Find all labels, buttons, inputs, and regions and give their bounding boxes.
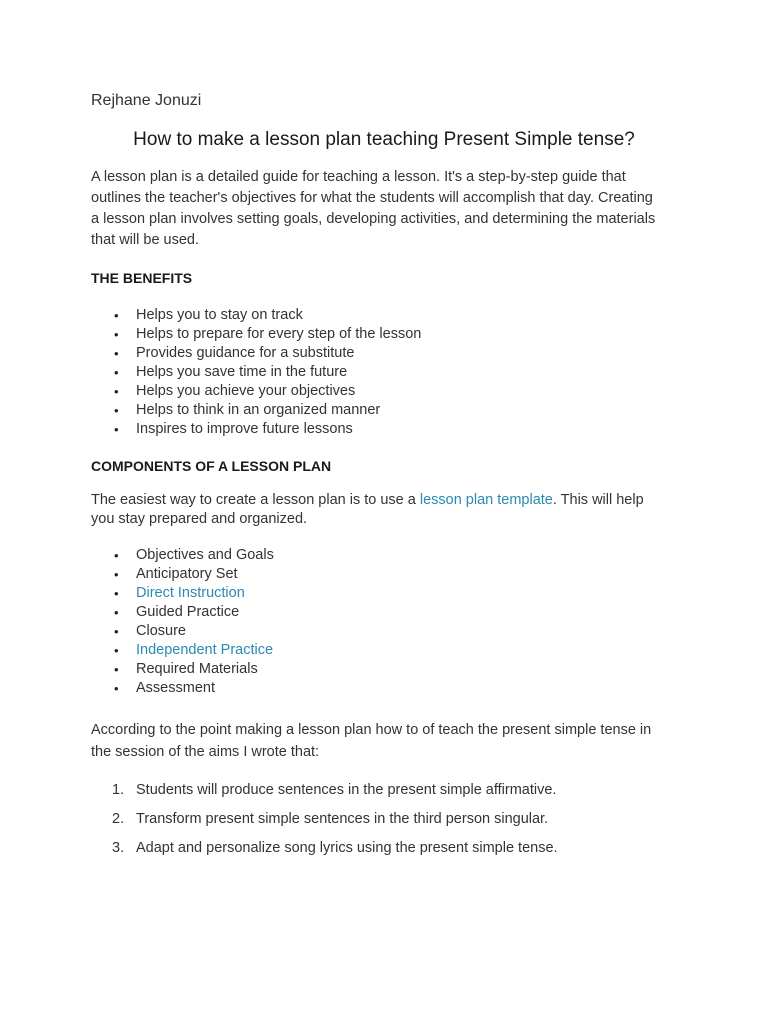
aims-paragraph xyxy=(91,719,691,763)
list-item: • Closure xyxy=(91,622,274,641)
intro-paragraph xyxy=(91,167,691,251)
item-number: 3. xyxy=(112,840,125,856)
item-text: Students will produce sentences in the present simple affirmative. xyxy=(136,782,557,798)
independent-practice-link[interactable]: Independent Practice xyxy=(136,642,274,658)
aims-list xyxy=(91,781,558,868)
components-line: you stay prepared and organized. xyxy=(91,511,308,527)
components-list xyxy=(91,546,274,698)
aims-line: the session of the aims I wrote that: xyxy=(91,744,320,760)
list-item: • Guided Practice xyxy=(91,603,274,622)
item-number: 1. xyxy=(112,782,125,798)
list-item[interactable] xyxy=(91,641,274,660)
components-line xyxy=(91,491,691,510)
list-item: • Required Materials xyxy=(91,660,274,679)
list-item: • Helps you to stay on track xyxy=(91,306,421,325)
list-item: • Objectives and Goals xyxy=(91,546,274,565)
item-number: 2. xyxy=(112,811,125,827)
lesson-plan-template-link[interactable]: lesson plan template xyxy=(419,492,553,508)
numbered-item xyxy=(91,810,558,829)
components-paragraph xyxy=(91,491,691,529)
intro-line: outlines the teacher's objectives for what the students will accomplish that day. Creating xyxy=(91,190,653,206)
numbered-item xyxy=(91,839,558,858)
list-item: • Inspires to improve future lessons xyxy=(91,420,421,439)
document-title: How to make a lesson plan teaching Present Simple tense? xyxy=(133,129,635,150)
list-item: • Helps to prepare for every step of the lesson xyxy=(91,325,421,344)
benefits-heading: THE BENEFITS xyxy=(91,270,193,286)
author-name: Rejhane Jonuzi xyxy=(91,92,202,109)
components-text: . This will help xyxy=(552,492,644,508)
list-item[interactable] xyxy=(91,584,274,603)
item-text: Adapt and personalize song lyrics using the present simple tense. xyxy=(136,840,558,856)
direct-instruction-link[interactable]: Direct Instruction xyxy=(136,585,245,601)
benefits-list xyxy=(91,306,421,439)
numbered-item xyxy=(91,781,558,800)
intro-line: A lesson plan is a detailed guide for teaching a lesson. It's a step-by-step guide that xyxy=(91,169,626,185)
list-item: • Provides guidance for a substitute xyxy=(91,344,421,363)
components-heading: COMPONENTS OF A LESSON PLAN xyxy=(91,458,332,474)
aims-line: According to the point making a lesson plan how to of teach the present simple tense in xyxy=(91,722,652,738)
list-item: • Helps you achieve your objectives xyxy=(91,382,421,401)
intro-line: that will be used. xyxy=(91,232,200,248)
list-item: • Assessment xyxy=(91,679,274,698)
list-item: • Helps to think in an organized manner xyxy=(91,401,421,420)
components-text: The easiest way to create a lesson plan is to use a xyxy=(91,492,420,508)
item-text: Transform present simple sentences in the third person singular. xyxy=(136,811,549,827)
list-item: • Anticipatory Set xyxy=(91,565,274,584)
intro-line: a lesson plan involves setting goals, developing activities, and determining the materials xyxy=(91,211,656,227)
list-item: • Helps you save time in the future xyxy=(91,363,421,382)
